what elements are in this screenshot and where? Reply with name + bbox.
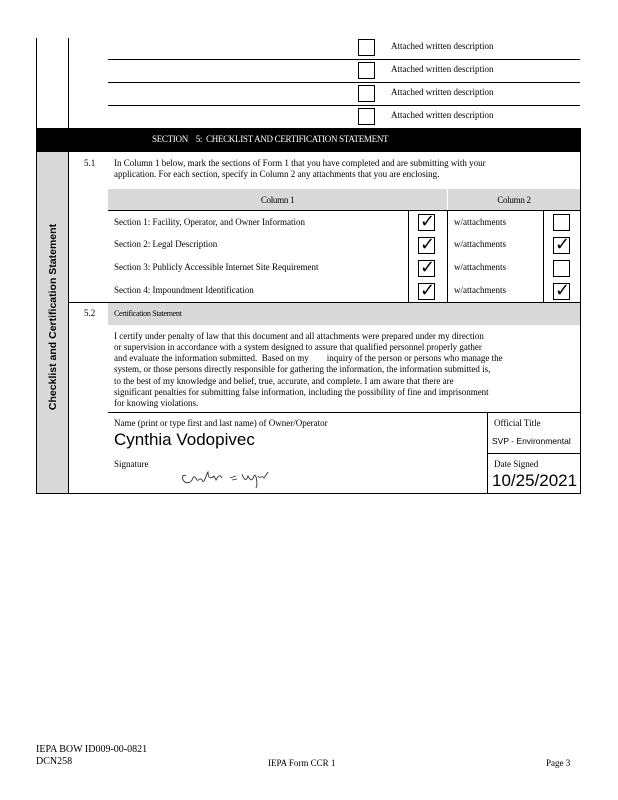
top-row-label-4: Attached written description	[391, 110, 494, 120]
owner-name-label: Name (print or type first and last name) of Owner/Operator	[114, 418, 328, 428]
official-title-label: Official Title	[494, 418, 541, 428]
footer-id-line1: IEPA BOW ID009-00-0821	[36, 744, 148, 755]
item-5-2-number: 5.2	[84, 308, 96, 318]
row-4-col1-checkbox[interactable]	[418, 283, 435, 300]
cert-line-3: and evaluate the information submitted. Based on my inquiry of the person or persons who manage the	[114, 353, 503, 363]
row-2-section: Section 2: Legal Description	[114, 239, 218, 249]
top-row-checkbox-3[interactable]	[358, 85, 375, 102]
table-divider-b	[447, 210, 448, 303]
row-1-section: Section 1: Facility, Operator, and Owner Information	[114, 217, 306, 227]
signature-image	[178, 462, 278, 490]
top-row-label-1: Attached written description	[391, 41, 494, 51]
column-1-header: Column 1	[260, 195, 295, 205]
top-row-label-3: Attached written description	[391, 87, 494, 97]
cert-line-2: or supervision in accordance with a system designed to assure that qualified personnel properly gather	[114, 342, 482, 352]
cert-line-4: system, or those persons directly responsible for gathering the information, the information submitted is,	[114, 364, 491, 374]
footer-form-name: IEPA Form CCR 1	[268, 758, 336, 768]
table-divider-c	[543, 210, 544, 303]
cert-line-6: significant penalties for submitting false information, including the possibility of fine and imprisonment	[114, 387, 489, 397]
cert-line-1: I certify under penalty of law that this document and all attachments were prepared under my direction	[114, 331, 484, 341]
certification-header: Certification Statement	[114, 309, 182, 318]
top-row-divider-3	[108, 105, 580, 106]
top-row-divider-1	[108, 59, 580, 60]
table-divider-a	[408, 210, 409, 303]
row-1-attach-label: w/attachments	[454, 217, 506, 227]
row-1-col2-checkbox[interactable]	[553, 214, 570, 231]
item-5-1-number: 5.1	[84, 158, 96, 168]
row-2-attach-label: w/attachments	[454, 239, 506, 249]
owner-name-value[interactable]: Cynthia Vodopivec	[114, 430, 255, 449]
footer-id-line2: DCN258	[36, 756, 73, 767]
signature-label: Signature	[114, 459, 149, 469]
side-column-border	[68, 38, 69, 494]
top-row-checkbox-4[interactable]	[358, 108, 375, 125]
row-4-section: Section 4: Impoundment Identification	[114, 285, 254, 295]
row-3-attach-label: w/attachments	[454, 262, 506, 272]
date-signed-value[interactable]: 10/25/2021	[492, 471, 578, 490]
row-3-col1-checkbox[interactable]	[418, 260, 435, 277]
cert-line-7: for knowing violations.	[114, 398, 199, 408]
official-title-value[interactable]: SVP - Environmental	[492, 436, 571, 446]
bottom-border	[36, 493, 581, 494]
top-row-checkbox-1[interactable]	[358, 39, 375, 56]
title-date-divider	[487, 453, 580, 454]
row-2-col2-checkbox[interactable]	[553, 237, 570, 254]
footer-page-number: Page 3	[546, 758, 571, 768]
row-3-section: Section 3: Publicly Accessible Internet Site Requirement	[114, 262, 319, 272]
item-5-1-text-line2: application. For each section, specify in Column 2 any attachments that you are enclosing.	[114, 169, 440, 179]
signature-block-top-line	[108, 412, 580, 413]
row-4-col2-checkbox[interactable]	[553, 283, 570, 300]
item-5-1-text-line1: In Column 1 below, mark the sections of Form 1 that you have completed and are submitting with your	[114, 158, 486, 168]
row-3-col2-checkbox[interactable]	[553, 260, 570, 277]
row-4-attach-label: w/attachments	[454, 285, 506, 295]
right-border	[580, 152, 581, 494]
top-row-label-2: Attached written description	[391, 64, 494, 74]
cert-line-5: to the best of my knowledge and belief, true, accurate, and complete. I am aware that there are	[114, 376, 454, 386]
top-row-divider-2	[108, 82, 580, 83]
top-row-checkbox-2[interactable]	[358, 62, 375, 79]
date-signed-label: Date Signed	[494, 459, 539, 469]
row-1-col1-checkbox[interactable]	[418, 214, 435, 231]
row-2-col1-checkbox[interactable]	[418, 237, 435, 254]
table-top-line	[108, 210, 580, 211]
side-column-label: Checklist and Certification Statement	[47, 223, 59, 411]
section-header-title: SECTION 5: CHECKLIST AND CERTIFICATION STATEMENT	[152, 134, 389, 144]
column-2-header: Column 2	[497, 195, 531, 205]
